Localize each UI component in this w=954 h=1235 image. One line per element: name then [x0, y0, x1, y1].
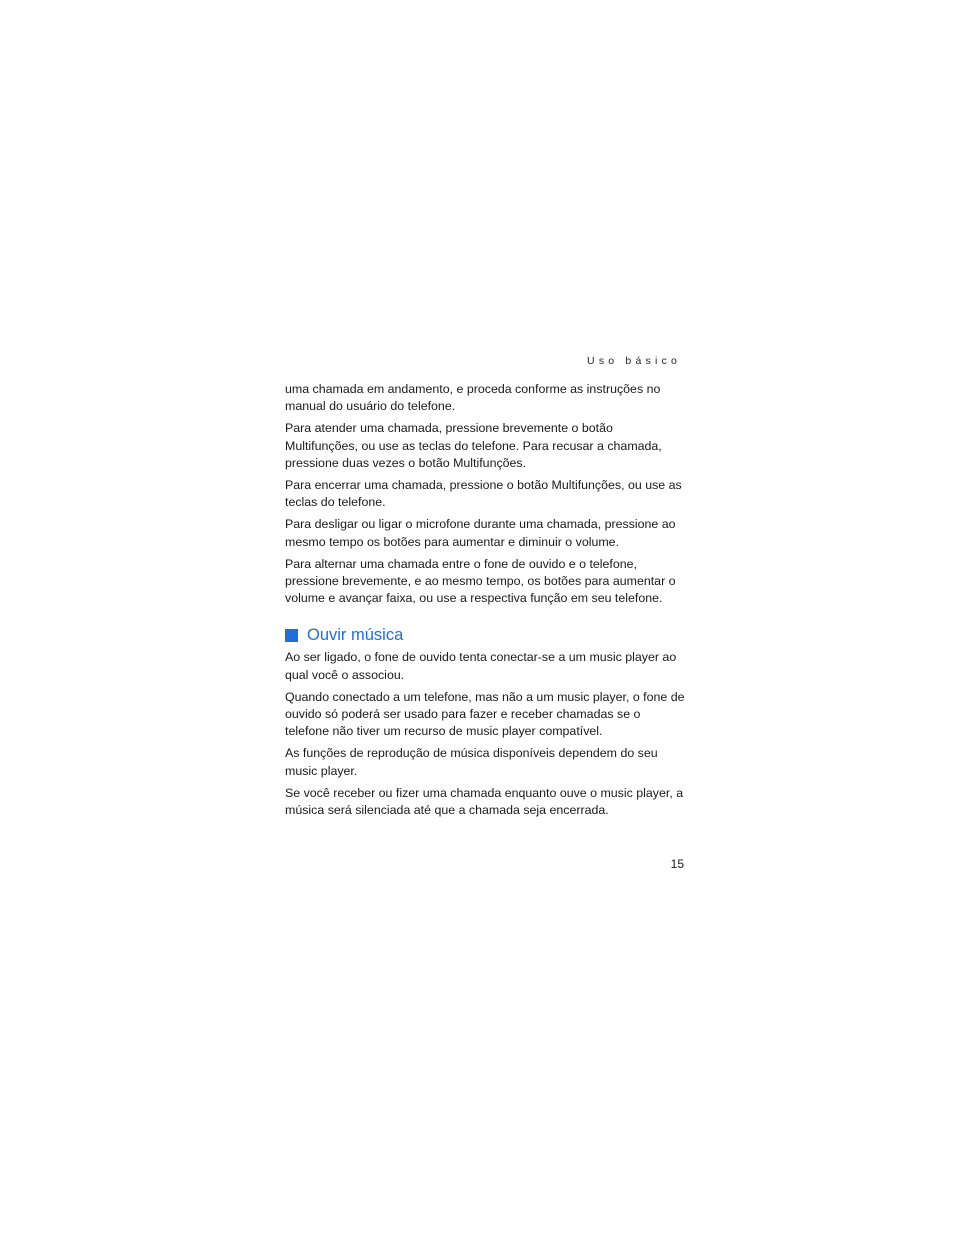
- intro-paragraph-3: Para encerrar uma chamada, pressione o botão Multifunções, ou use as teclas do telefone.: [285, 478, 682, 510]
- running-header: Uso básico: [587, 355, 681, 367]
- section-heading: [285, 624, 685, 646]
- section-paragraph-1: Ao ser ligado, o fone de ouvido tenta conectar-se a um music player ao qual você o associou.: [285, 650, 677, 682]
- section-paragraph-2: Quando conectado a um telefone, mas não a um music player, o fone de ouvido só poderá ser usado para fazer e receber chamadas se o telefone não tiver um recurso de music player compatível.: [285, 689, 685, 739]
- section-paragraph-3: As funções de reprodução de música disponíveis dependem do seu music player.: [285, 746, 658, 778]
- section-title: Ouvir música: [307, 625, 404, 644]
- section-paragraph-4: Se você receber ou fizer uma chamada enquanto ouve o music player, a música será silenciada até que a chamada seja encerrada.: [285, 785, 684, 818]
- section-bullet-square-icon: [285, 629, 298, 642]
- intro-paragraph-2: Para atender uma chamada, pressione brevemente o botão Multifunções, ou use as teclas do telefone. Para recusar a chamada, pressione duas vezes o botão Multifunções.: [285, 421, 662, 470]
- intro-paragraph-5: Para alternar uma chamada entre o fone de ouvido e o telefone, pressione brevemente, e ao mesmo tempo, os botões para aumentar o volume e avançar faixa, ou use a respectiva função em seu telefone.: [285, 556, 676, 606]
- page-number: 15: [670, 857, 684, 871]
- intro-paragraph-4: Para desligar ou ligar o microfone durante uma chamada, pressione ao mesmo tempo os botões para aumentar e diminuir o volume.: [285, 517, 676, 549]
- intro-paragraph-1: uma chamada em andamento, e proceda conforme as instruções no manual do usuário do telefone.: [285, 382, 661, 414]
- page-content: [285, 381, 685, 824]
